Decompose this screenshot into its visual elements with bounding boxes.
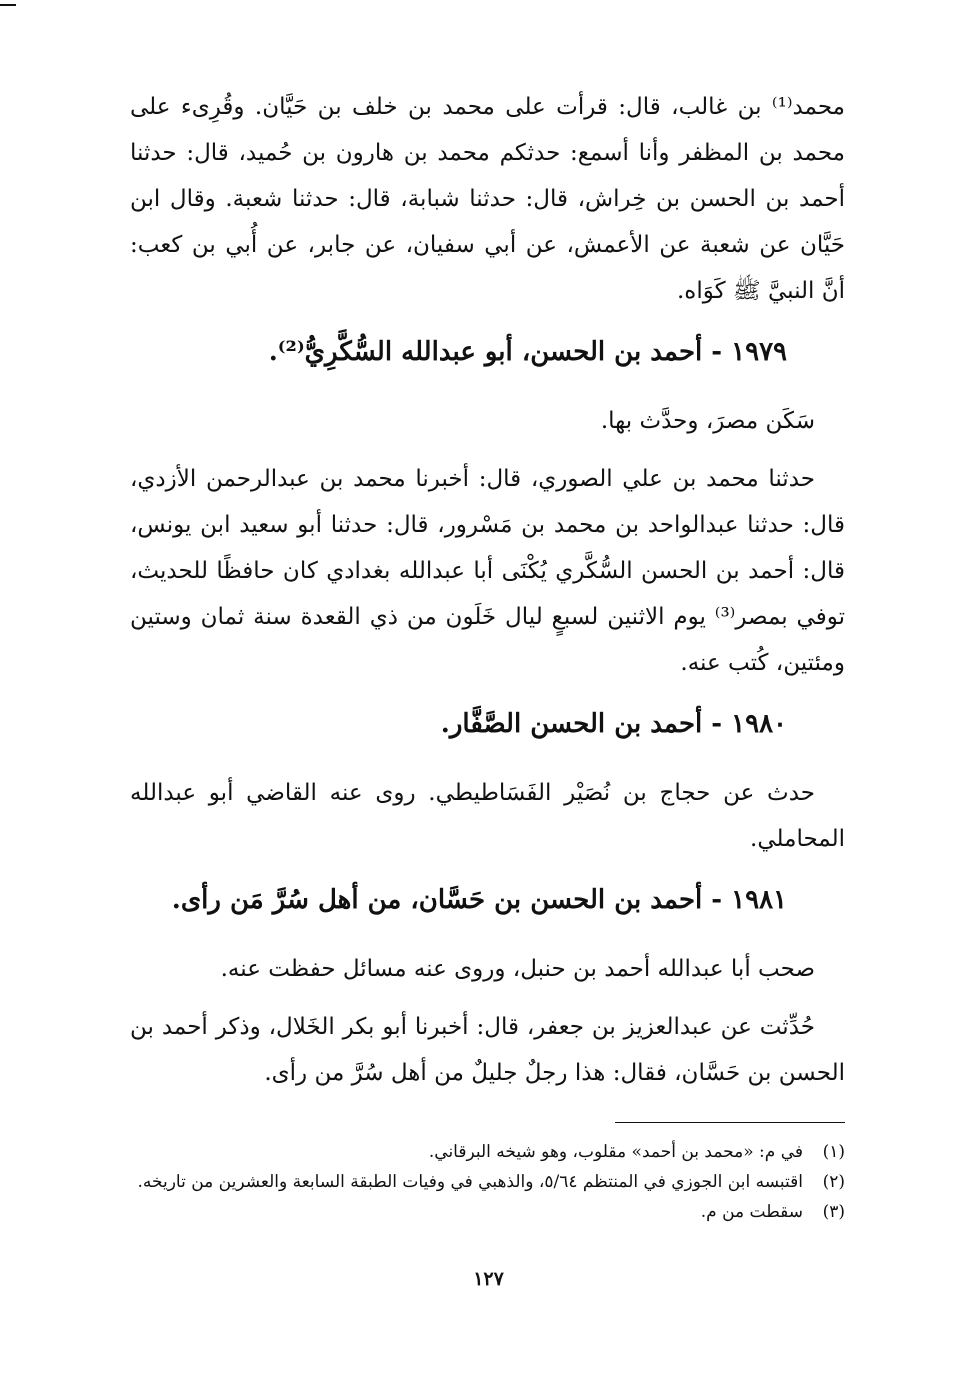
footnotes xyxy=(130,1137,845,1227)
footnote xyxy=(130,1137,845,1167)
footnote-number: (٢) xyxy=(822,1172,845,1192)
footnote xyxy=(130,1197,845,1227)
page-number: ١٢٧ xyxy=(473,1268,504,1290)
footnote xyxy=(130,1167,845,1197)
footnote-number: (٣) xyxy=(822,1202,845,1222)
footnote-text: في م: «محمد بن أحمد» مقلوب، وهو شيخه البرقاني. xyxy=(428,1142,803,1162)
entry-paragraph: صحب أبا عبدالله أحمد بن حنبل، وروى عنه مسائل حفظت عنه. xyxy=(220,956,815,982)
entry-paragraph: حدث عن حجاج بن نُصَيْر الفَسَاطيطي. روى عنه القاضي أبو عبدالله المحاملي. xyxy=(130,780,845,852)
entry-1979 xyxy=(130,328,845,686)
footnote-text: اقتبسه ابن الجوزي في المنتظم ٥/٦٤، والذهبي في وفيات الطبقة السابعة والعشرين من تاريخه. xyxy=(137,1172,803,1192)
entry-1981 xyxy=(130,876,845,1096)
footnote-separator xyxy=(615,1122,845,1123)
footnote-text: سقطت من م. xyxy=(700,1202,803,1222)
entry-paragraph: حُدِّثت عن عبدالعزيز بن جعفر، قال: أخبرنا أبو بكر الخَلال، وذكر أحمد بن الحسن بن حَسَّان، فقال: هذا رجلٌ جليلٌ من أهل سُرَّ من رأى. xyxy=(130,1014,845,1086)
entry-heading: ١٩٨١ - أحمد بن الحسن بن حَسَّان، من أهل سُرَّ مَن رأى. xyxy=(171,885,787,915)
entry-1980 xyxy=(130,700,845,862)
entry-heading: ١٩٨٠ - أحمد بن الحسن الصَّفَّار. xyxy=(440,709,787,739)
entry-paragraph: سَكَن مصرَ، وحدَّث بها. xyxy=(600,408,815,434)
footnote-number: (١) xyxy=(822,1142,845,1162)
page-body xyxy=(130,84,845,1227)
scan-corner-mark xyxy=(0,4,16,6)
entry-continuation-paragraph: محمد⁽¹⁾ بن غالب، قال: قرأت على محمد بن خلف بن حَيَّان. وقُرِىء على محمد بن المظفر وأنا أسمع: حدثكم محمد بن هارون بن حُميد، قال: حدثنا أحمد بن الحسن بن خِراش، قال: حدثنا شبابة، قال: حدثنا شعبة. وقال ابن حَيَّان عن شعبة عن الأعمش، عن أبي سفيان، عن جابر، عن أُبي بن كعب: أنَّ النبيَّ ﷺ كَوَاه. xyxy=(130,94,845,304)
entry-paragraph: حدثنا محمد بن علي الصوري، قال: أخبرنا محمد بن عبدالرحمن الأزدي، قال: حدثنا عبدالواحد بن محمد بن مَسْرور، قال: حدثنا أبو سعيد ابن يونس، قال: أحمد بن الحسن السُّكَّري يُكْنَى أبا عبدالله بغدادي كان حافظًا للحديث، توفي بمصر⁽³⁾ يوم الاثنين لسبعٍ ليال خَلَون من ذي القعدة سنة ثمان وستين ومئتين، كُتب عنه. xyxy=(130,466,845,676)
entry-heading: ١٩٧٩ - أحمد بن الحسن، أبو عبدالله السُّكَّرِيُّ⁽²⁾. xyxy=(268,337,787,367)
